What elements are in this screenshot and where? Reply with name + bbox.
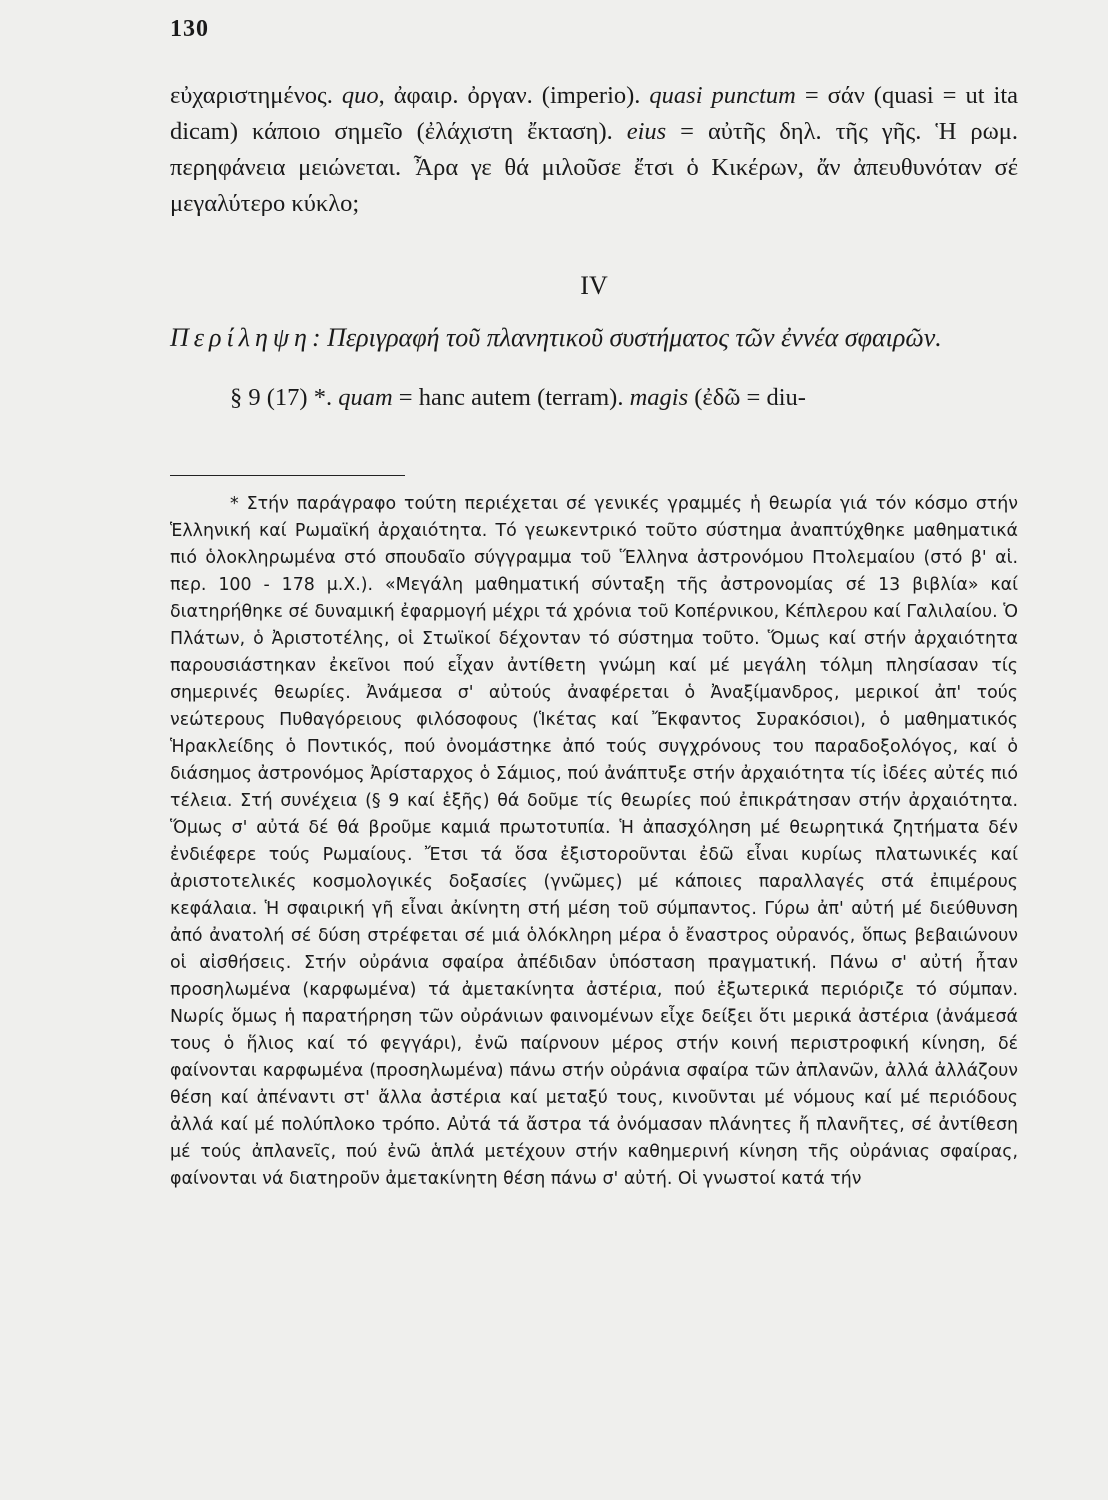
latin-term-eius: eius [626, 118, 667, 145]
latin-term-quam: quam [338, 384, 393, 411]
opening-paragraph [170, 78, 1018, 222]
text-fragment: εὐχαριστημένος. [170, 82, 342, 109]
page-number: 130 [170, 16, 209, 42]
summary-label: Περίληψη [170, 323, 312, 352]
latin-term-magis: magis [629, 384, 689, 411]
text-fragment: § 9 (17) *. [230, 384, 339, 411]
text-fragment: , ἀφαιρ. ὀργαν. (imperio). [378, 82, 650, 109]
main-text [170, 78, 1018, 416]
summary-text: : Περιγραφή τοῦ πλανητικοῦ συστήματος τῶν ἐννέα σφαιρῶν. [311, 323, 942, 352]
footnote: * Στήν παράγραφο τούτη περιέχεται σέ γενικές γραμμές ἡ θεωρία γιά τόν κόσμο στήν Ἑλληνική καί Ρωμαϊκή ἀρχαιότητα. Τό γεωκεντρικό τοῦτο σύστημα ἀναπτύχθηκε μαθηματικά πιό ὁλοκληρωμένα στό σπουδαῖο σύγγραμμα τοῦ Ἕλληνα ἀστρονόμου Πτολεμαίου (στό β' αἱ. περ. 100 - 178 μ.Χ.). «Μεγάλη μαθηματική σύνταξη τῆς ἀστρονομίας σέ 13 βιβλία» καί διατηρήθηκε σέ δυναμική ἐφαρμογή μέχρι τά χρόνια τοῦ Κοπέρνικου, Κέπλερου καί Γαλιλαίου. Ὁ Πλάτων, ὁ Ἀριστοτέλης, οἱ Στωϊκοί δέχονταν τό σύστημα τοῦτο. Ὅμως καί στήν ἀρχαιότητα παρουσιάστηκαν ἐκεῖνοι πού εἶχαν ἀντίθετη γνώμη καί μέ μεγάλη τόλμη πλησίασαν τίς σημερινές θεωρίες. Ἀνάμεσα σ' αὐτούς ἀναφέρεται ὁ Ἀναξίμανδρος, μερικοί ἀπ' τούς νεώτερους Πυθαγόρειους φιλόσοφους (Ἱκέτας καί Ἔκφαντος Συρακόσιοι), ὁ μαθηματικός Ἡρακλείδης ὁ Ποντικός, πού ὀνομάστηκε ἀπό τούς συγχρόνους του παραδοξολόγος, καί ὁ διάσημος ἀστρονόμος Ἀρίσταρχος ὁ Σάμιος, πού ἀνάπτυξε στήν ἀρχαιότητα τίς ἰδέες αὐτές πιό τέλεια. Στή συνέχεια (§ 9 καί ἑξῆς) θά δοῦμε τίς θεωρίες πού ἐπικράτησαν στήν ἀρχαιότητα. Ὅμως σ' αὐτά δέ θά βροῦμε καμιά πρωτοτυπία. Ἡ ἀπασχόληση μέ θεωρητικά ζητήματα δέν ἐνδιέφερε τούς Ρωμαίους. Ἔτσι τά ὅσα ἐξιστοροῦνται ἐδῶ εἶναι κυρίως πλατωνικές καί ἀριστοτελικές κοσμολογικές δοξασίες (γνῶμες) μέ κάποιες παραλλαγές στά ἐπιμέρους κεφάλαια. Ἡ σφαιρική γῆ εἶναι ἀκίνητη στή μέση τοῦ σύμπαντος. Γύρω ἀπ' αὐτή μέ διεύθυνση ἀπό ἀνατολή σέ δύση στρέφεται σέ μιά ὁλόκληρη μέρα ὁ ἔναστρος οὐρανός, ὅπως βεβαιώνουν οἱ αἰσθήσεις. Στήν οὐράνια σφαίρα ἀπέδιδαν ὑπόσταση πραγματική. Πάνω σ' αὐτή ἦταν προσηλωμένα (καρφωμένα) τά ἀμετακίνητα ἀστέρια, πού ἐξωτερικά περιόριζε τό σύμπαν. Νωρίς ὅμως ἡ παρατήρηση τῶν οὐράνιων φαινομένων εἶχε δείξει ὅτι μερικά ἀστέρια (ἀνάμεσά τους ὁ ἥλιος καί τό φεγγάρι), ἐνῶ παίρνουν μέρος στήν κοινή περιστροφική κίνηση, δέ φαίνονται καρφωμένα (προσηλωμένα) πάνω στήν οὐράνια σφαίρα τῶν ἀπλανῶν, ἀλλά ἀλλάζουν θέση καί ἀπέναντι στ' ἄλλα ἀστέρια καί μεταξύ τους, κινοῦνται μέ νόμους καί μέ περιόδους ἀλλά καί μέ πολύπλοκο τρόπο. Αὐτά τά ἄστρα τά ὀνόμασαν πλάνητες ἤ πλανῆτες, σέ ἀντίθεση μέ τούς ἀπλανεῖς, πού ἐνῶ ἁπλά μετέχουν στήν καθημερινή κίνηση τῆς οὐράνιας σφαίρας, φαίνονται νά διατηροῦν ἀμετακίνητη θέση πάνω σ' αὐτή. Οἱ γνωστοί κατά τήν [170, 494, 1018, 1189]
latin-term-quasi-punctum: quasi punctum [649, 82, 796, 109]
section-summary [170, 318, 1018, 358]
latin-term-quo: quo [341, 82, 379, 109]
text-fragment: (ἐδῶ = diu- [688, 384, 806, 411]
section-heading: IV [580, 271, 608, 300]
paragraph-9-start [170, 380, 1018, 416]
text-fragment: = σάν (quasi = ut ita dicam) κάποιο σημεῖο (ἐλάχιστη ἔκταση). [170, 82, 1018, 145]
text-fragment: = αὐτῆς δηλ. τῆς γῆς. Ἡ ρωμ. περηφάνεια μειώνεται. Ἆρα γε θά μιλοῦσε ἔτσι ὁ Κικέρων, ἄν ἀπευθυνόταν σέ μεγαλύτερο κύκλο; [170, 118, 1018, 217]
text-fragment: = hanc autem (terram). [392, 384, 630, 411]
footnote-divider [170, 475, 405, 476]
